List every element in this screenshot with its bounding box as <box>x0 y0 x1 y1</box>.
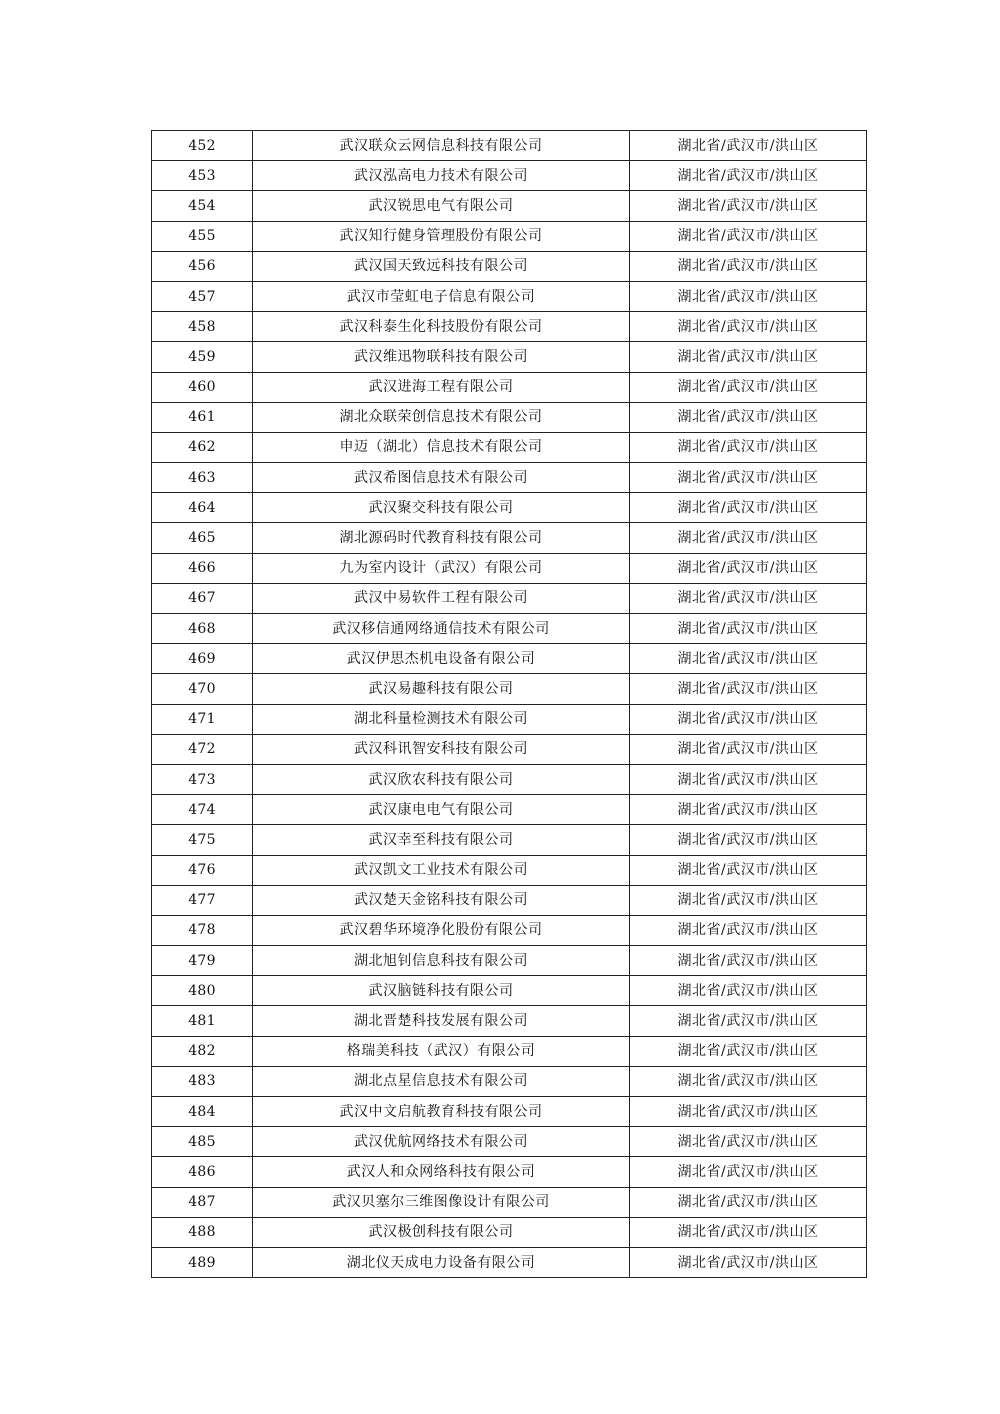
company-name-cell: 武汉幸至科技有限公司 <box>253 825 630 855</box>
company-name-cell: 武汉贝塞尔三维图像设计有限公司 <box>253 1187 630 1217</box>
region-cell: 湖北省/武汉市/洪山区 <box>630 885 867 915</box>
row-number-cell: 470 <box>152 674 253 704</box>
region-cell: 湖北省/武汉市/洪山区 <box>630 191 867 221</box>
table-row <box>152 251 867 281</box>
row-number-cell: 454 <box>152 191 253 221</box>
table-row <box>152 674 867 704</box>
row-number-cell: 475 <box>152 825 253 855</box>
table-row <box>152 1247 867 1277</box>
company-name-cell: 武汉人和众网络科技有限公司 <box>253 1157 630 1187</box>
table-row <box>152 1217 867 1247</box>
row-number-cell: 469 <box>152 644 253 674</box>
region-cell: 湖北省/武汉市/洪山区 <box>630 131 867 161</box>
company-name-cell: 申迈（湖北）信息技术有限公司 <box>253 432 630 462</box>
company-name-cell: 武汉欣农科技有限公司 <box>253 764 630 794</box>
row-number-cell: 459 <box>152 342 253 372</box>
region-cell: 湖北省/武汉市/洪山区 <box>630 644 867 674</box>
table-row <box>152 161 867 191</box>
table-row <box>152 855 867 885</box>
company-name-cell: 武汉科泰生化科技股份有限公司 <box>253 312 630 342</box>
region-cell: 湖北省/武汉市/洪山区 <box>630 915 867 945</box>
company-name-cell: 武汉进海工程有限公司 <box>253 372 630 402</box>
row-number-cell: 471 <box>152 704 253 734</box>
table-row <box>152 734 867 764</box>
company-name-cell: 武汉泓高电力技术有限公司 <box>253 161 630 191</box>
region-cell: 湖北省/武汉市/洪山区 <box>630 372 867 402</box>
company-name-cell: 武汉中文启航教育科技有限公司 <box>253 1097 630 1127</box>
company-name-cell: 武汉知行健身管理股份有限公司 <box>253 221 630 251</box>
region-cell: 湖北省/武汉市/洪山区 <box>630 614 867 644</box>
row-number-cell: 479 <box>152 946 253 976</box>
table-row <box>152 614 867 644</box>
row-number-cell: 472 <box>152 734 253 764</box>
table-row <box>152 372 867 402</box>
row-number-cell: 452 <box>152 131 253 161</box>
row-number-cell: 480 <box>152 976 253 1006</box>
table-row <box>152 583 867 613</box>
region-cell: 湖北省/武汉市/洪山区 <box>630 402 867 432</box>
region-cell: 湖北省/武汉市/洪山区 <box>630 674 867 704</box>
region-cell: 湖北省/武汉市/洪山区 <box>630 795 867 825</box>
region-cell: 湖北省/武汉市/洪山区 <box>630 1036 867 1066</box>
company-name-cell: 湖北旭钊信息科技有限公司 <box>253 946 630 976</box>
row-number-cell: 488 <box>152 1217 253 1247</box>
table-row <box>152 463 867 493</box>
company-name-cell: 格瑞美科技（武汉）有限公司 <box>253 1036 630 1066</box>
row-number-cell: 478 <box>152 915 253 945</box>
company-name-cell: 武汉维迅物联科技有限公司 <box>253 342 630 372</box>
row-number-cell: 477 <box>152 885 253 915</box>
company-name-cell: 武汉伊思杰机电设备有限公司 <box>253 644 630 674</box>
row-number-cell: 455 <box>152 221 253 251</box>
company-name-cell: 武汉国天致远科技有限公司 <box>253 251 630 281</box>
table-row <box>152 553 867 583</box>
region-cell: 湖北省/武汉市/洪山区 <box>630 976 867 1006</box>
table-row <box>152 402 867 432</box>
row-number-cell: 457 <box>152 281 253 311</box>
table-row <box>152 131 867 161</box>
row-number-cell: 465 <box>152 523 253 553</box>
company-name-cell: 武汉锐思电气有限公司 <box>253 191 630 221</box>
table-row <box>152 493 867 523</box>
region-cell: 湖北省/武汉市/洪山区 <box>630 1187 867 1217</box>
region-cell: 湖北省/武汉市/洪山区 <box>630 432 867 462</box>
row-number-cell: 484 <box>152 1097 253 1127</box>
table-row <box>152 825 867 855</box>
region-cell: 湖北省/武汉市/洪山区 <box>630 342 867 372</box>
company-name-cell: 武汉优航网络技术有限公司 <box>253 1127 630 1157</box>
region-cell: 湖北省/武汉市/洪山区 <box>630 281 867 311</box>
row-number-cell: 485 <box>152 1127 253 1157</box>
table-row <box>152 644 867 674</box>
table-row <box>152 1187 867 1217</box>
region-cell: 湖北省/武汉市/洪山区 <box>630 1066 867 1096</box>
region-cell: 湖北省/武汉市/洪山区 <box>630 583 867 613</box>
region-cell: 湖北省/武汉市/洪山区 <box>630 312 867 342</box>
company-list-table <box>151 130 867 1278</box>
company-name-cell: 湖北仪天成电力设备有限公司 <box>253 1247 630 1277</box>
region-cell: 湖北省/武汉市/洪山区 <box>630 251 867 281</box>
table-row <box>152 342 867 372</box>
company-name-cell: 湖北晋楚科技发展有限公司 <box>253 1006 630 1036</box>
row-number-cell: 468 <box>152 614 253 644</box>
company-name-cell: 湖北众联荣创信息技术有限公司 <box>253 402 630 432</box>
company-name-cell: 武汉科讯智安科技有限公司 <box>253 734 630 764</box>
region-cell: 湖北省/武汉市/洪山区 <box>630 1006 867 1036</box>
row-number-cell: 481 <box>152 1006 253 1036</box>
region-cell: 湖北省/武汉市/洪山区 <box>630 523 867 553</box>
company-name-cell: 武汉中易软件工程有限公司 <box>253 583 630 613</box>
row-number-cell: 456 <box>152 251 253 281</box>
row-number-cell: 466 <box>152 553 253 583</box>
region-cell: 湖北省/武汉市/洪山区 <box>630 463 867 493</box>
table-row <box>152 915 867 945</box>
table-row <box>152 221 867 251</box>
table-row <box>152 795 867 825</box>
region-cell: 湖北省/武汉市/洪山区 <box>630 161 867 191</box>
table-row <box>152 1127 867 1157</box>
company-name-cell: 武汉希图信息技术有限公司 <box>253 463 630 493</box>
table-row <box>152 1006 867 1036</box>
company-name-cell: 武汉市莹虹电子信息有限公司 <box>253 281 630 311</box>
table-row <box>152 1097 867 1127</box>
region-cell: 湖北省/武汉市/洪山区 <box>630 493 867 523</box>
company-name-cell: 武汉楚天金铭科技有限公司 <box>253 885 630 915</box>
table-row <box>152 312 867 342</box>
table-row <box>152 885 867 915</box>
company-name-cell: 武汉极创科技有限公司 <box>253 1217 630 1247</box>
row-number-cell: 489 <box>152 1247 253 1277</box>
table-row <box>152 704 867 734</box>
region-cell: 湖北省/武汉市/洪山区 <box>630 1247 867 1277</box>
region-cell: 湖北省/武汉市/洪山区 <box>630 1097 867 1127</box>
company-name-cell: 湖北源码时代教育科技有限公司 <box>253 523 630 553</box>
region-cell: 湖北省/武汉市/洪山区 <box>630 704 867 734</box>
row-number-cell: 463 <box>152 463 253 493</box>
row-number-cell: 467 <box>152 583 253 613</box>
table-row <box>152 1066 867 1096</box>
region-cell: 湖北省/武汉市/洪山区 <box>630 553 867 583</box>
region-cell: 湖北省/武汉市/洪山区 <box>630 1217 867 1247</box>
row-number-cell: 476 <box>152 855 253 885</box>
row-number-cell: 453 <box>152 161 253 191</box>
company-name-cell: 武汉易趣科技有限公司 <box>253 674 630 704</box>
region-cell: 湖北省/武汉市/洪山区 <box>630 946 867 976</box>
region-cell: 湖北省/武汉市/洪山区 <box>630 825 867 855</box>
row-number-cell: 474 <box>152 795 253 825</box>
table-row <box>152 976 867 1006</box>
row-number-cell: 458 <box>152 312 253 342</box>
row-number-cell: 483 <box>152 1066 253 1096</box>
company-name-cell: 武汉聚交科技有限公司 <box>253 493 630 523</box>
row-number-cell: 482 <box>152 1036 253 1066</box>
company-name-cell: 武汉康电电气有限公司 <box>253 795 630 825</box>
company-name-cell: 武汉脑链科技有限公司 <box>253 976 630 1006</box>
region-cell: 湖北省/武汉市/洪山区 <box>630 734 867 764</box>
table-row <box>152 432 867 462</box>
company-name-cell: 湖北点星信息技术有限公司 <box>253 1066 630 1096</box>
row-number-cell: 464 <box>152 493 253 523</box>
row-number-cell: 486 <box>152 1157 253 1187</box>
region-cell: 湖北省/武汉市/洪山区 <box>630 764 867 794</box>
company-name-cell: 湖北科量检测技术有限公司 <box>253 704 630 734</box>
region-cell: 湖北省/武汉市/洪山区 <box>630 855 867 885</box>
row-number-cell: 473 <box>152 764 253 794</box>
company-name-cell: 武汉联众云网信息科技有限公司 <box>253 131 630 161</box>
company-name-cell: 武汉移信通网络通信技术有限公司 <box>253 614 630 644</box>
table-row <box>152 523 867 553</box>
table-row <box>152 191 867 221</box>
table-body <box>152 131 867 1278</box>
company-name-cell: 武汉碧华环境净化股份有限公司 <box>253 915 630 945</box>
table-row <box>152 1036 867 1066</box>
region-cell: 湖北省/武汉市/洪山区 <box>630 1127 867 1157</box>
row-number-cell: 462 <box>152 432 253 462</box>
table-row <box>152 281 867 311</box>
region-cell: 湖北省/武汉市/洪山区 <box>630 1157 867 1187</box>
row-number-cell: 460 <box>152 372 253 402</box>
row-number-cell: 461 <box>152 402 253 432</box>
table-row <box>152 1157 867 1187</box>
table-row <box>152 946 867 976</box>
row-number-cell: 487 <box>152 1187 253 1217</box>
region-cell: 湖北省/武汉市/洪山区 <box>630 221 867 251</box>
company-name-cell: 武汉凯文工业技术有限公司 <box>253 855 630 885</box>
table-row <box>152 764 867 794</box>
company-name-cell: 九为室内设计（武汉）有限公司 <box>253 553 630 583</box>
